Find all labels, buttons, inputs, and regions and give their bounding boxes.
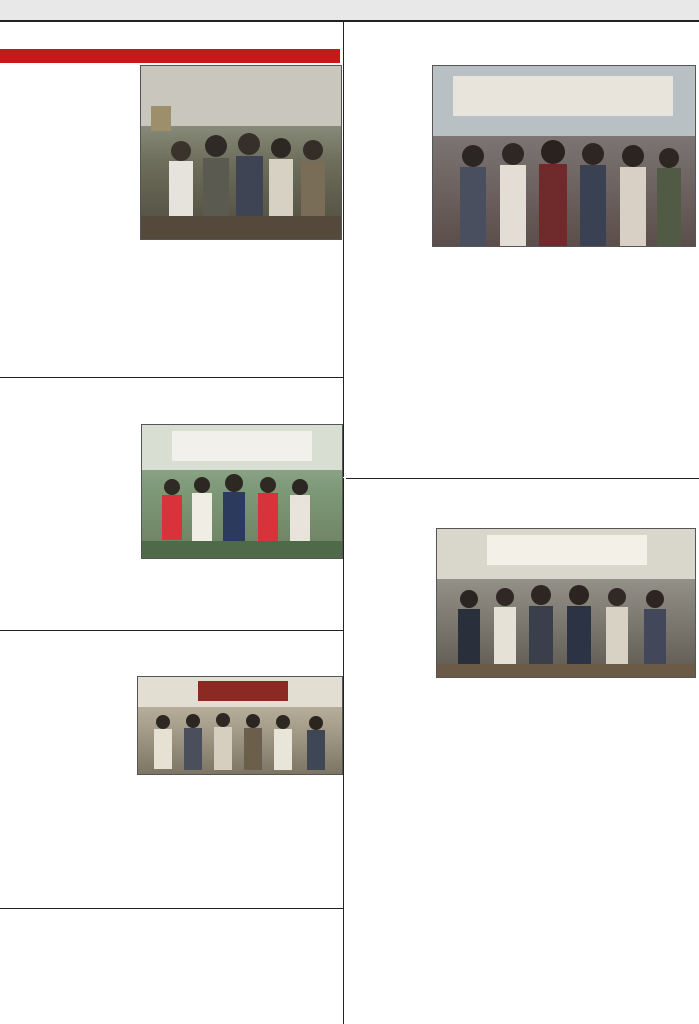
skuast-photo-art [138,677,342,774]
fruit-mandi-col-4 [276,241,340,375]
fruit-mandi-photo-art [141,66,341,239]
fruit-mandi-col-1 [4,64,135,374]
skuast-col-2 [137,776,204,906]
asmita-col-3 [209,560,340,628]
section-rule [0,908,343,909]
judicial-col-2 [436,679,520,907]
asmita-col-1 [4,424,137,628]
skuast-col-1 [4,675,134,905]
asmita-col-2 [141,560,205,628]
nukkad-col-3 [230,948,340,1022]
fruit-mandi-subhead [0,49,340,63]
socacon-col-4 [608,248,694,476]
judicial-col-3 [524,679,608,907]
judicial-col-4 [612,679,694,907]
judicial-photo [436,528,696,678]
fruit-mandi-col-3 [207,241,272,375]
skuast-photo [137,676,343,775]
nukkad-col-1 [4,948,112,1022]
nukkad-col-2 [116,948,226,1022]
section-rule [346,478,699,479]
asmita-photo [141,424,343,559]
socacon-photo [432,65,696,247]
fruit-mandi-photo [140,65,342,240]
section-rule [0,377,343,378]
judicial-col-1 [348,528,432,908]
masthead [0,0,699,22]
skuast-col-3 [208,776,341,906]
section-rule [0,630,343,631]
column-rule [343,478,344,1024]
socacon-col-2 [432,248,516,476]
socacon-col-1 [348,65,428,475]
socacon-photo-art [433,66,695,246]
asmita-photo-art [142,425,342,558]
column-rule [343,22,344,477]
judicial-photo-art [437,529,695,677]
socacon-col-3 [520,248,604,476]
fruit-mandi-col-2 [140,241,203,375]
